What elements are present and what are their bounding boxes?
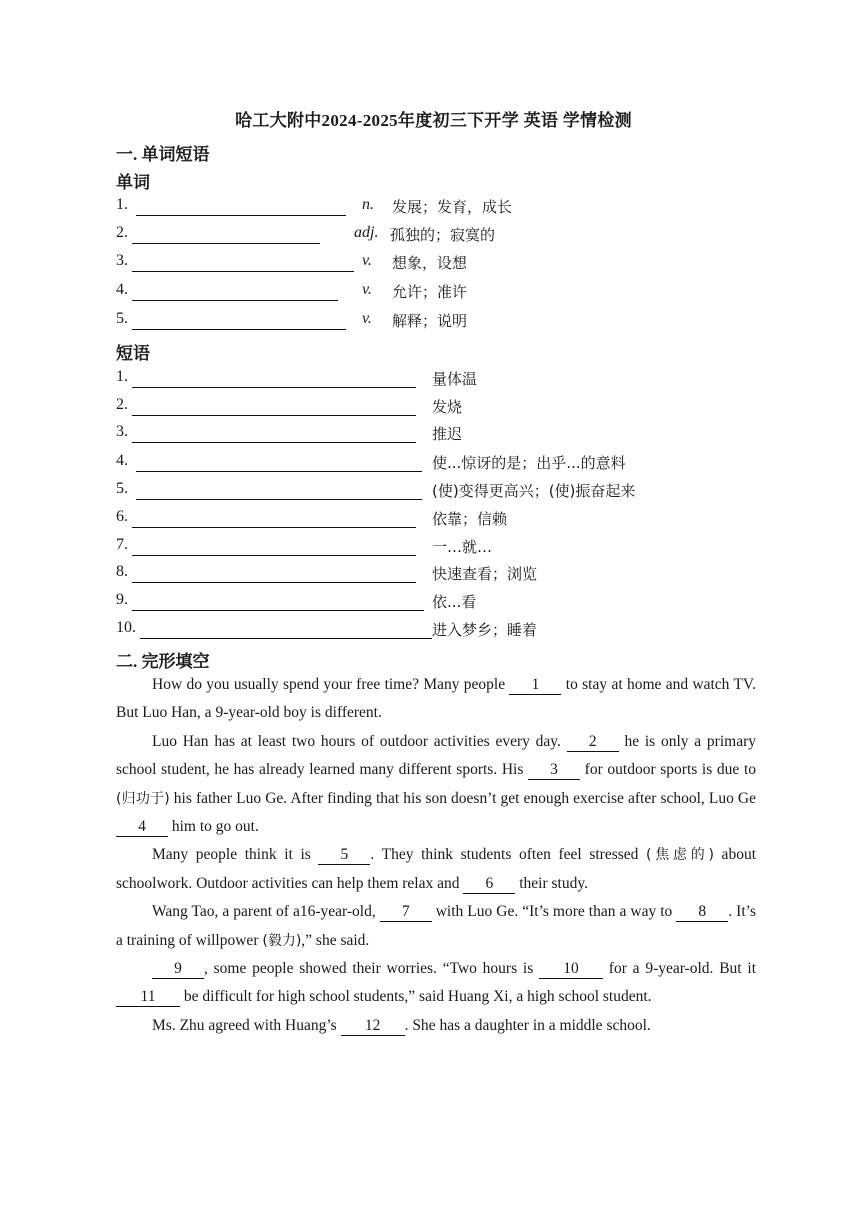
word-meaning: 解释；说明	[392, 312, 468, 330]
answer-blank[interactable]	[132, 442, 416, 443]
passage-paragraph	[116, 728, 756, 842]
item-number: 5.	[116, 480, 128, 497]
passage-text: Many people think it is	[152, 846, 319, 864]
passage-text: he is only a primary school student, he has already learned many different sports. His	[116, 732, 756, 779]
phrase-meaning: 依...看	[432, 593, 477, 611]
passage-text: with Luo Ge. “It’s more than a way to	[431, 903, 677, 921]
word-meaning: 想象，设想	[392, 254, 468, 272]
chinese-gloss: (焦虑的)	[646, 847, 714, 864]
passage-text: . She has a daughter in a middle school.	[404, 1016, 651, 1034]
answer-blank[interactable]	[132, 271, 354, 272]
item-number: 6.	[116, 508, 128, 525]
part-of-speech: v.	[362, 281, 372, 298]
chinese-gloss: (归功于)	[116, 790, 170, 807]
passage-text: to stay at home and watch TV. But Luo Han, a 9-year-old boy is different.	[116, 676, 756, 722]
cloze-blank-3[interactable]: 3	[528, 761, 580, 780]
passage-paragraph	[116, 671, 756, 728]
item-number: 3.	[116, 423, 128, 440]
passage-text: about schoolwork. Outdoor activities can help them relax and	[116, 846, 756, 892]
item-number: 10.	[116, 619, 136, 636]
word-meaning: 孤独的；寂寞的	[390, 226, 496, 244]
answer-blank[interactable]	[132, 527, 416, 528]
cloze-blank-8[interactable]: 8	[676, 903, 728, 922]
answer-blank[interactable]	[132, 610, 424, 611]
passage-text: for a 9-year-old. But it	[603, 960, 756, 978]
answer-blank[interactable]	[136, 215, 346, 216]
passage-text: . They think students often feel stressed	[370, 846, 647, 864]
answer-blank[interactable]	[132, 387, 416, 388]
phrase-meaning: 进入梦乡；睡着	[432, 621, 538, 639]
part-of-speech: n.	[362, 196, 374, 213]
answer-blank[interactable]	[140, 638, 432, 639]
chinese-gloss: (毅力)	[262, 932, 302, 949]
part-of-speech: v.	[362, 310, 372, 327]
passage-paragraph	[116, 898, 756, 955]
cloze-passage	[116, 671, 756, 1040]
cloze-blank-5[interactable]: 5	[318, 846, 370, 865]
passage-text: him to go out.	[168, 818, 259, 836]
answer-blank[interactable]	[132, 300, 338, 301]
cloze-blank-2[interactable]: 2	[567, 733, 619, 752]
passage-text: Ms. Zhu agreed with Huang’s	[152, 1016, 341, 1034]
item-number: 3.	[116, 252, 128, 269]
passage-text: How do you usually spend your free time? Many people	[152, 676, 510, 693]
cloze-blank-9[interactable]: 9	[152, 960, 204, 979]
phrase-meaning: (使)变得更高兴；(使)振奋起来	[432, 482, 636, 500]
item-number: 9.	[116, 591, 128, 608]
passage-text: . It’s a training of willpower	[116, 903, 756, 949]
passage-text: for outdoor sports is due to	[580, 761, 756, 779]
section-1-heading: 一. 单词短语	[116, 145, 210, 164]
answer-blank[interactable]	[132, 415, 416, 416]
passage-text: their study.	[515, 874, 588, 892]
cloze-blank-7[interactable]: 7	[380, 903, 432, 922]
passage-text: ,” she said.	[301, 931, 370, 949]
cloze-blank-11[interactable]: 11	[116, 988, 180, 1007]
answer-blank[interactable]	[132, 582, 416, 583]
phrases-heading: 短语	[116, 344, 150, 363]
phrase-meaning: 一…就…	[432, 538, 493, 556]
word-meaning: 允许；准许	[392, 283, 468, 301]
answer-blank[interactable]	[132, 555, 416, 556]
item-number: 1.	[116, 196, 128, 213]
passage-paragraph	[116, 955, 756, 1012]
passage-text: , some people showed their worries. “Two hours is	[204, 960, 540, 978]
item-number: 2.	[116, 224, 128, 241]
word-meaning: 发展；发育，成长	[392, 198, 513, 216]
cloze-blank-4[interactable]: 4	[116, 818, 168, 837]
item-number: 8.	[116, 563, 128, 580]
phrase-meaning: 快速查看；浏览	[432, 565, 538, 583]
item-number: 7.	[116, 536, 128, 553]
item-number: 4.	[116, 452, 128, 469]
answer-blank[interactable]	[132, 329, 346, 330]
section-2-heading: 二. 完形填空	[116, 652, 210, 671]
passage-text: be difficult for high school students,” said Huang Xi, a high school student.	[180, 988, 652, 1006]
cloze-blank-12[interactable]: 12	[341, 1017, 405, 1036]
answer-blank[interactable]	[136, 471, 422, 472]
answer-blank[interactable]	[132, 243, 320, 244]
page-title: 哈工大附中2024-2025年度初三下开学 英语 学情检测	[235, 111, 632, 130]
item-number: 5.	[116, 310, 128, 327]
words-heading: 单词	[116, 173, 150, 192]
part-of-speech: v.	[362, 252, 372, 269]
passage-paragraph	[116, 1012, 756, 1040]
phrase-meaning: 使...惊讶的是；出乎...的意料	[432, 454, 626, 472]
item-number: 1.	[116, 368, 128, 385]
part-of-speech: adj.	[354, 224, 379, 241]
answer-blank[interactable]	[136, 499, 422, 500]
phrase-meaning: 发烧	[432, 398, 463, 416]
phrase-meaning: 推迟	[432, 425, 463, 443]
phrase-meaning: 依靠；信赖	[432, 510, 508, 528]
phrase-meaning: 量体温	[432, 370, 478, 388]
passage-text: Wang Tao, a parent of a16-year-old,	[152, 903, 380, 921]
passage-paragraph	[116, 841, 756, 898]
passage-text: Luo Han has at least two hours of outdoor activities every day.	[152, 732, 567, 750]
cloze-blank-10[interactable]: 10	[539, 960, 603, 979]
item-number: 2.	[116, 396, 128, 413]
passage-text: his father Luo Ge. After finding that his son doesn’t get enough exercise after school, Luo Ge	[169, 789, 756, 807]
cloze-blank-1[interactable]: 1	[509, 676, 561, 695]
item-number: 4.	[116, 281, 128, 298]
cloze-blank-6[interactable]: 6	[463, 875, 515, 894]
